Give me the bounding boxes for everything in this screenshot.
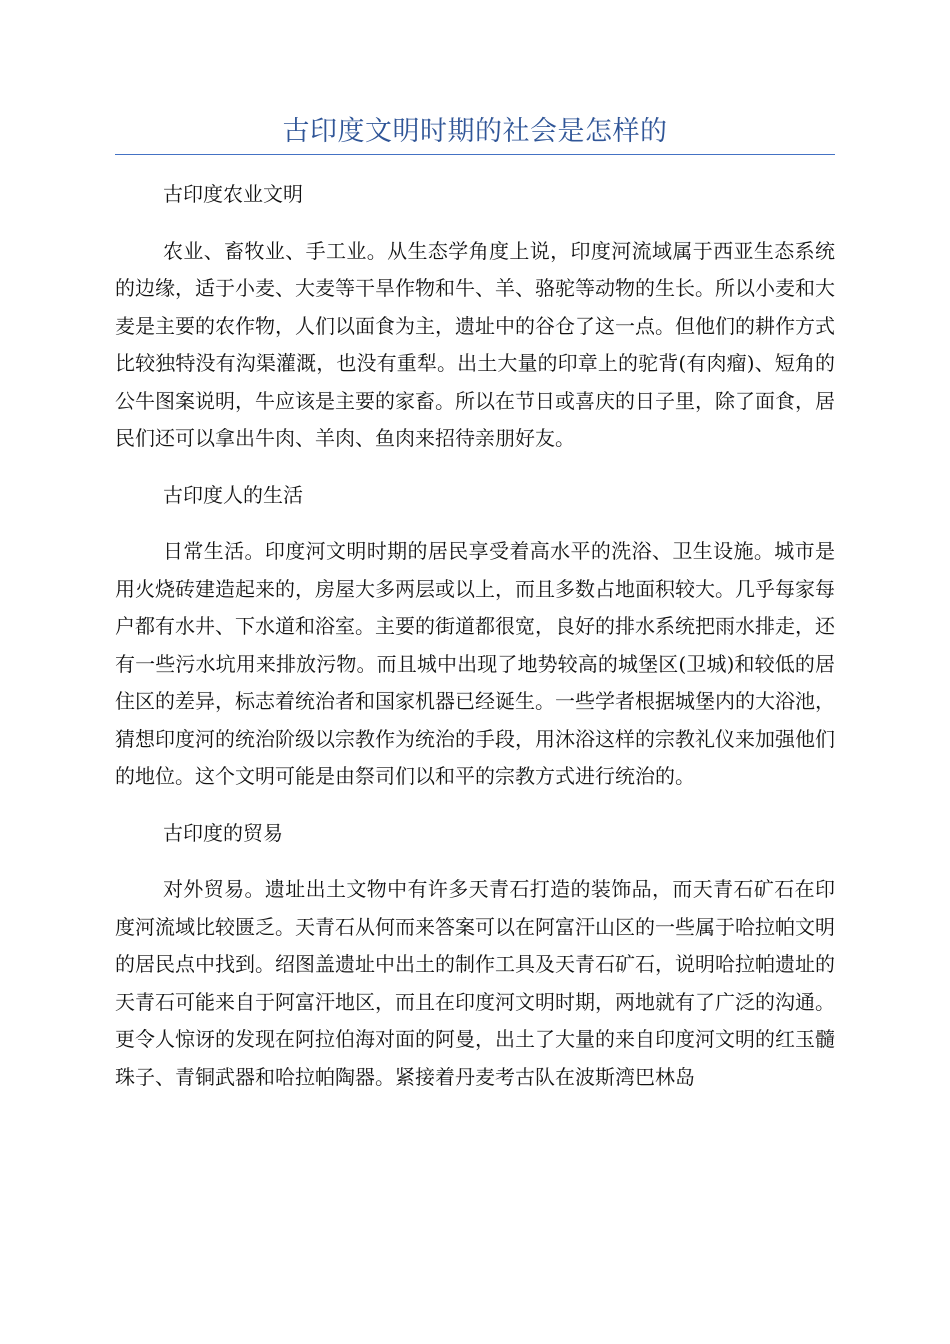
document-title: 古印度文明时期的社会是怎样的: [282, 116, 668, 147]
section-heading-agriculture: 古印度农业文明: [163, 182, 303, 206]
document-body: [115, 176, 835, 1115]
title-underline: [115, 154, 835, 155]
section-paragraph-agriculture: 农业、畜牧业、手工业。从生态学角度上说，印度河流域属于西亚生态系统的边缘，适于小麦、大麦等干旱作物和牛、羊、骆驼等动物的生长。所以小麦和大麦是主要的农作物，人们以面食为主，遗址中的谷仓了这一点。但他们的耕作方式比较独特没有沟渠灌溉，也没有重犁。出土大量的印章上的驼背(有肉瘤)、短角的公牛图案说明，牛应该是主要的家畜。所以在节日或喜庆的日子里，除了面食，居民们还可以拿出牛肉、羊肉、鱼肉来招待亲朋好友。: [115, 238, 835, 450]
section-heading-trade: 古印度的贸易: [163, 820, 283, 845]
section-paragraph-trade: 对外贸易。遗址出土文物中有许多天青石打造的装饰品，而天青石矿石在印度河流域比较匮乏。天青石从何而来答案可以在阿富汗山区的一些属于哈拉帕文明的居民点中找到。绍图盖遗址中出土的制作工具及天青石矿石，说明哈拉帕遗址的天青石可能来自于阿富汗地区，而且在印度河文明时期，两地就有了广泛的沟通。更令人惊讶的发现在阿拉伯海对面的阿曼，出土了大量的来自印度河文明的红玉髓珠子、青铜武器和哈拉帕陶器。紧接着丹麦考古队在波斯湾巴林岛: [115, 877, 835, 1089]
section-paragraph-life: 日常生活。印度河文明时期的居民享受着高水平的洗浴、卫生设施。城市是用火烧砖建造起来的，房屋大多两层或以上，而且多数占地面积较大。几乎每家每户都有水井、下水道和浴室。主要的街道都很宽，良好的排水系统把雨水排走，还有一些污水坑用来排放污物。而且城中出现了地势较高的城堡区(卫城)和较低的居住区的差异，标志着统治者和国家机器已经诞生。一些学者根据城堡内的大浴池，猜想印度河的统治阶级以宗教作为统治的手段，用沐浴这样的宗教礼仪来加强他们的地位。这个文明可能是由祭司们以和平的宗教方式进行统治的。: [115, 539, 835, 788]
section-heading-life: 古印度人的生活: [163, 482, 303, 507]
